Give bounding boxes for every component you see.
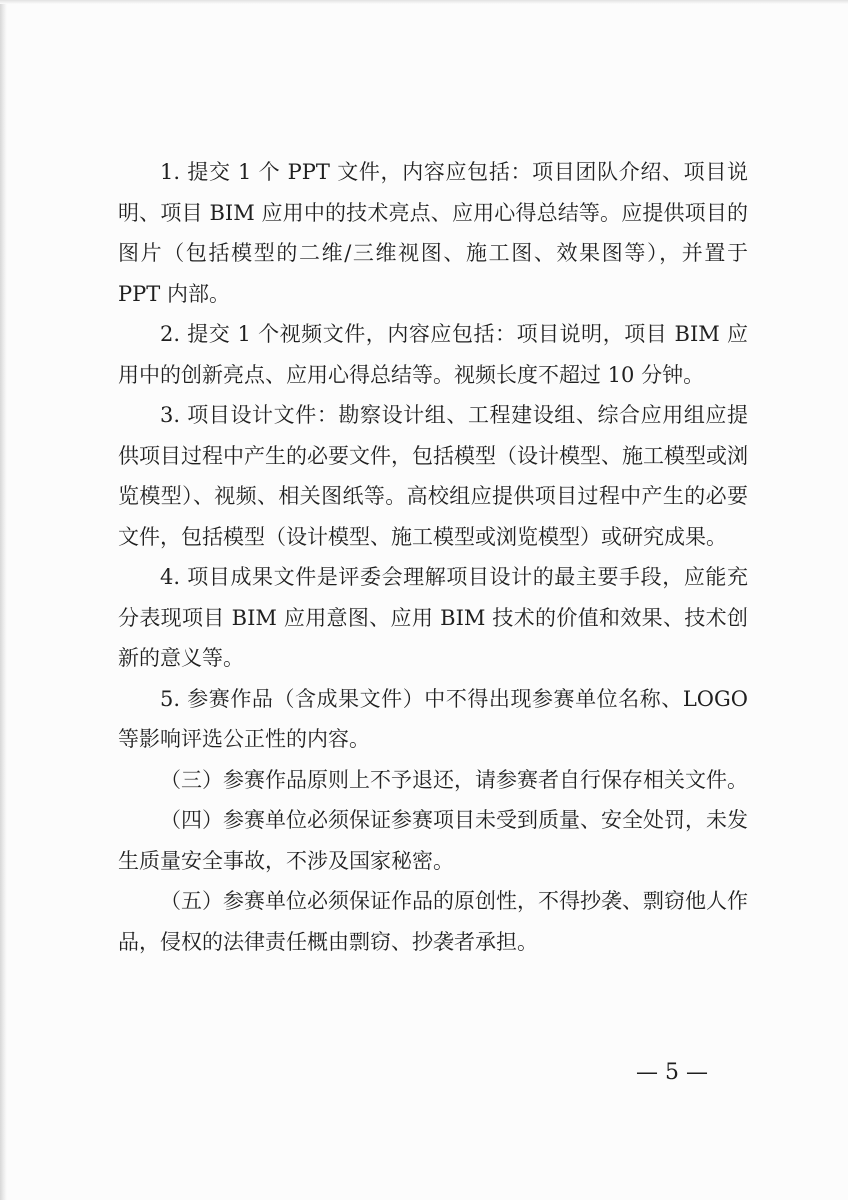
paragraph-quality-safety: （四）参赛单位必须保证参赛项目未受到质量、安全处罚，未发生质量安全事故，不涉及国家秘密。 — [118, 808, 748, 873]
scan-shadow-top — [0, 0, 848, 4]
paragraph-entry-anonymity: 5. 参赛作品（含成果文件）中不得出现参赛单位名称、LOGO 等影响评选公正性的内容。 — [118, 686, 748, 751]
paragraph-originality: （五）参赛单位必须保证作品的原创性，不得抄袭、剽窃他人作品，侵权的法律责任概由剽窃、抄袭者承担。 — [118, 889, 748, 954]
document-body — [118, 152, 748, 962]
paragraph-design-files: 3. 项目设计文件：勘察设计组、工程建设组、综合应用组应提供项目过程中产生的必要文件，包括模型（设计模型、施工模型或浏览模型）、视频、相关图纸等。高校组应提供项目过程中产生的必要文件，包括模型（设计模型、施工模型或浏览模型）或研究成果。 — [118, 403, 748, 549]
scan-shadow-left — [0, 0, 7, 1200]
paragraph-video-file: 2. 提交 1 个视频文件，内容应包括：项目说明，项目 BIM 应用中的创新亮点、应用心得总结等。视频长度不超过 10 分钟。 — [118, 322, 748, 387]
paragraph-result-files: 4. 项目成果文件是评委会理解项目设计的最主要手段，应能充分表现项目 BIM 应用意图、应用 BIM 技术的价值和效果、技术创新的意义等。 — [118, 565, 748, 670]
paragraph-no-return: （三）参赛作品原则上不予退还，请参赛者自行保存相关文件。 — [160, 767, 748, 792]
paragraph-ppt-file: 1. 提交 1 个 PPT 文件，内容应包括：项目团队介绍、项目说明、项目 BIM 应用中的技术亮点、应用心得总结等。应提供项目的图片（包括模型的二维/三维视图、施工图、效果图等），并置于 PPT 内部。 — [118, 160, 748, 306]
page-number: — 5 — — [636, 1060, 708, 1085]
